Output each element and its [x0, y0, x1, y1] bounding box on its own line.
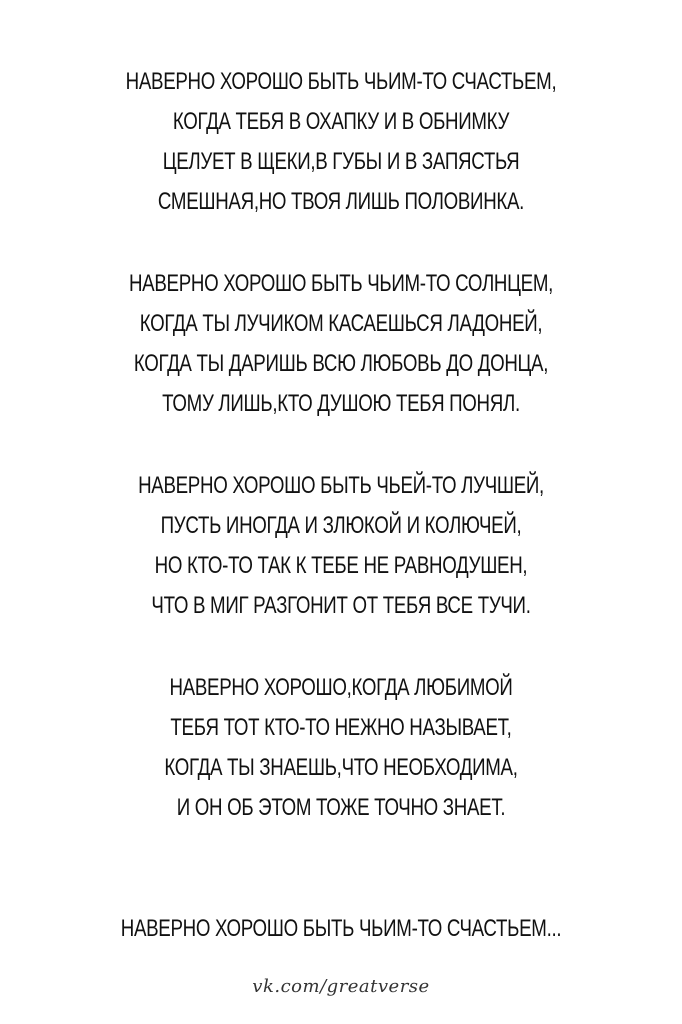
poem-line: НАВЕРНО ХОРОШО БЫТЬ ЧЬЕЙ-ТО ЛУЧШЕЙ,	[138, 472, 544, 499]
poem-line: КОГДА ТЕБЯ В ОХАПКУ И В ОБНИМКУ	[172, 108, 510, 135]
poem	[0, 62, 682, 870]
poem-line: СМЕШНАЯ,НО ТВОЯ ЛИШЬ ПОЛОВИНКА.	[157, 188, 525, 215]
stanza-4	[0, 668, 682, 828]
final-stanza	[0, 909, 682, 949]
final-line: НАВЕРНО ХОРОШО БЫТЬ ЧЬИМ-ТО СЧАСТЬЕМ...	[120, 915, 562, 942]
poem-line: И ОН ОБ ЭТОМ ТОЖЕ ТОЧНО ЗНАЕТ.	[176, 794, 506, 821]
poem-line: ТОМУ ЛИШЬ,КТО ДУШОЮ ТЕБЯ ПОНЯЛ.	[162, 390, 520, 417]
poem-line: ПУСТЬ ИНОГДА И ЗЛЮКОЙ И КОЛЮЧЕЙ,	[160, 512, 522, 539]
poem-line: НО КТО-ТО ТАК К ТЕБЕ НЕ РАВНОДУШЕН,	[154, 552, 528, 579]
poem-line: ТЕБЯ ТОТ КТО-ТО НЕЖНО НАЗЫВАЕТ,	[170, 714, 512, 741]
signature: vk.com/greatverse	[252, 976, 430, 997]
poem-line: НАВЕРНО ХОРОШО,КОГДА ЛЮБИМОЙ	[169, 674, 513, 701]
poem-line: ЦЕЛУЕТ В ЩЕКИ,В ГУБЫ И В ЗАПЯСТЬЯ	[162, 148, 520, 175]
stanza-1	[0, 62, 682, 222]
poem-line: КОГДА ТЫ ЗНАЕШЬ,ЧТО НЕОБХОДИМА,	[164, 754, 518, 781]
poem-line: КОГДА ТЫ ДАРИШЬ ВСЮ ЛЮБОВЬ ДО ДОНЦА,	[133, 350, 549, 377]
poem-line: НАВЕРНО ХОРОШО БЫТЬ ЧЬИМ-ТО СОЛНЦЕМ,	[128, 270, 554, 297]
stanza-2	[0, 264, 682, 424]
poem-line: НАВЕРНО ХОРОШО БЫТЬ ЧЬИМ-ТО СЧАСТЬЕМ,	[125, 68, 557, 95]
stanza-3	[0, 466, 682, 626]
poem-line: КОГДА ТЫ ЛУЧИКОМ КАСАЕШЬСЯ ЛАДОНЕЙ,	[139, 310, 543, 337]
poem-line: ЧТО В МИГ РАЗГОНИТ ОТ ТЕБЯ ВСЕ ТУЧИ.	[151, 592, 531, 619]
